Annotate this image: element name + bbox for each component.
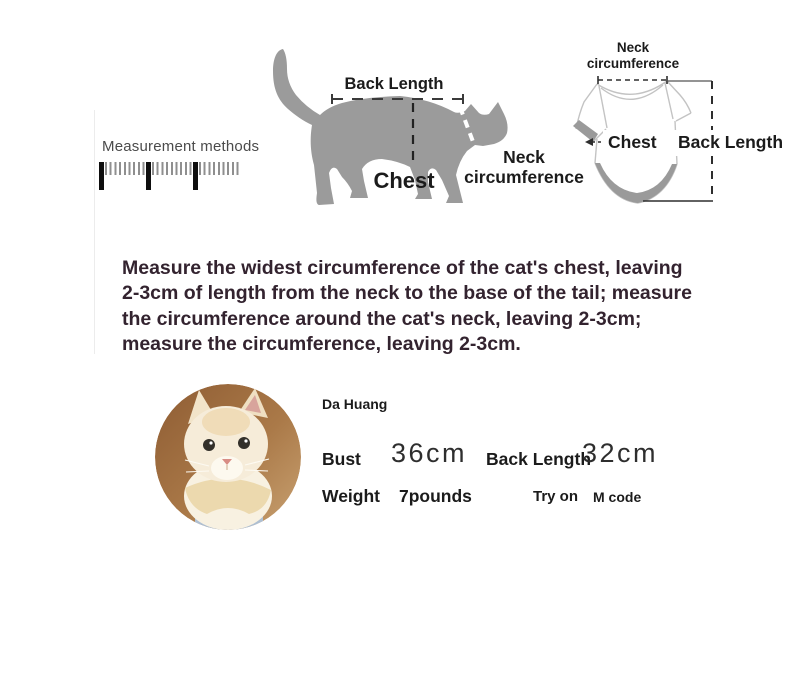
- ruler-icon: [99, 162, 240, 190]
- model-name: Da Huang: [322, 396, 388, 412]
- measurement-methods-title: Measurement methods: [102, 138, 260, 155]
- bust-value: 36cm: [391, 438, 468, 468]
- try-on-size-value: M code: [593, 489, 642, 505]
- weight-value: 7pounds: [399, 486, 472, 506]
- try-on-label: Try on: [533, 488, 579, 505]
- instruction-line: the circumference around the cat's neck, leaving 2-3cm;: [122, 307, 642, 330]
- cat-neck-circumference-label: Neck circumference: [464, 147, 584, 187]
- page-edge-divider: [94, 110, 95, 354]
- instruction-line: 2-3cm of length from the neck to the base of the tail; measure: [122, 282, 692, 305]
- weight-label: Weight: [322, 486, 381, 506]
- model-back-length-value: 32cm: [582, 438, 659, 468]
- shirt-neck-circumference-label: Neck circumference: [586, 40, 680, 71]
- instruction-line: measure the circumference, leaving 2-3cm.: [122, 333, 521, 356]
- instruction-line: Measure the widest circumference of the cat's chest, leaving: [122, 257, 683, 279]
- shirt-back-length-label: Back Length: [674, 130, 785, 156]
- model-cat-photo: [155, 384, 301, 530]
- measurement-instructions: [122, 256, 692, 358]
- shirt-chest-arrow: [585, 138, 593, 146]
- model-back-length-label: Back Length: [486, 449, 592, 469]
- bust-label: Bust: [322, 449, 361, 469]
- shirt-chest-label: Chest: [603, 130, 667, 156]
- cat-chest-label: Chest: [373, 168, 435, 193]
- shirt-cuff-shade: [573, 120, 598, 142]
- cat-silhouette-diagram: [270, 45, 530, 235]
- shirt-hem-shade: [595, 163, 677, 203]
- cat-back-length-label: Back Length: [344, 75, 444, 93]
